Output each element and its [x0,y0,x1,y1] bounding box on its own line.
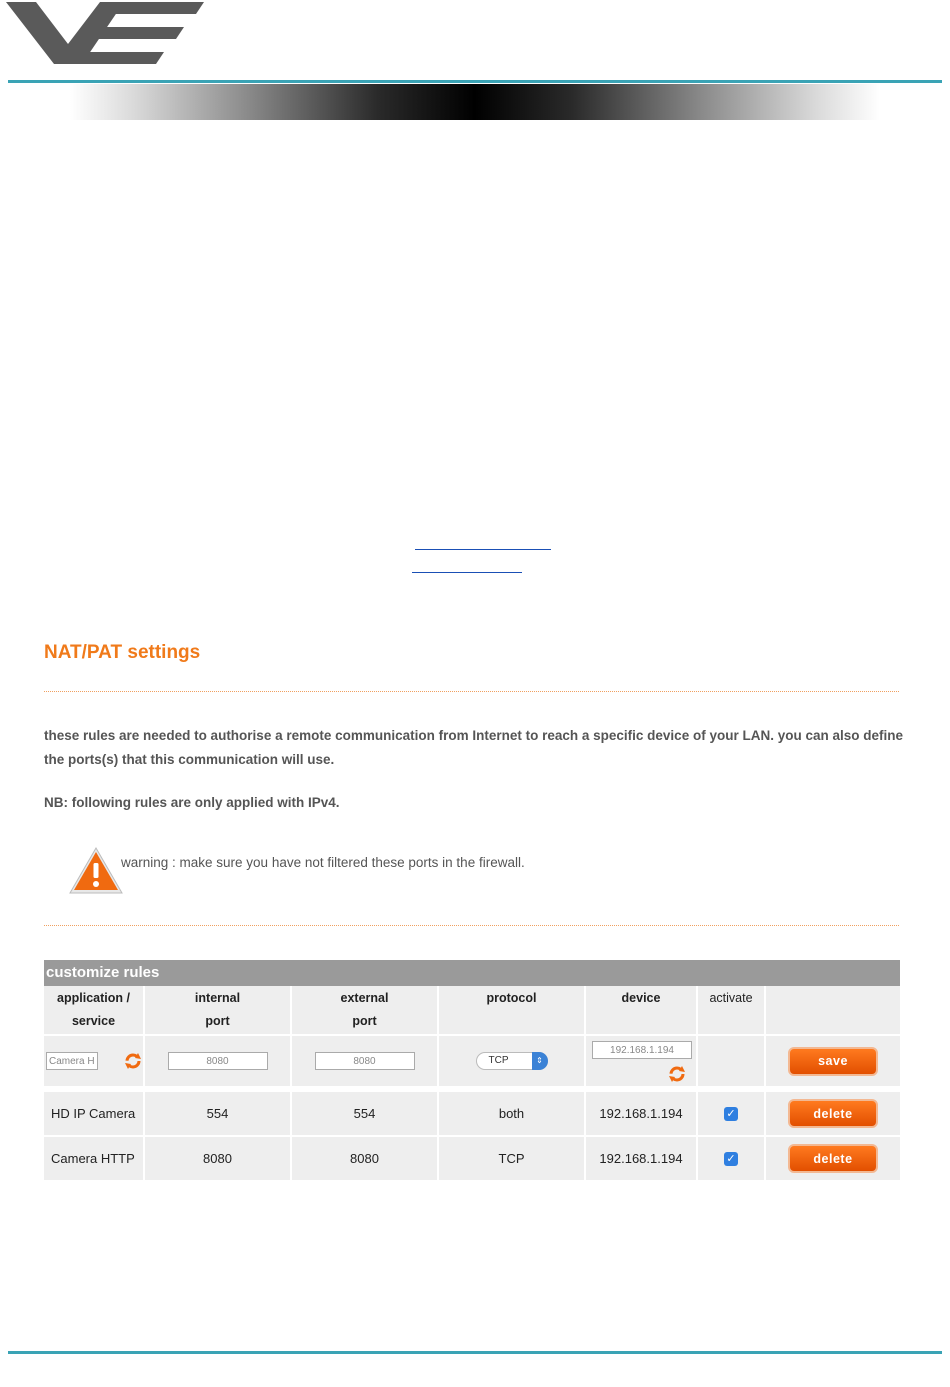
chevron-updown-icon: ⇕ [532,1052,548,1070]
col-header-external-port: external port [292,986,439,1034]
dotted-divider [44,691,899,692]
cell-application: HD IP Camera [44,1092,145,1135]
cell-application: Camera HTTP [44,1137,145,1180]
col-header-application: application / service [44,986,145,1034]
cell-internal-port: 554 [145,1092,292,1135]
save-button[interactable]: save [788,1047,878,1076]
new-rule-form-row [44,1036,900,1086]
col-header-activate: activate [698,986,766,1034]
ipv4-note: NB: following rules are only applied with IPv4. [44,795,340,810]
dotted-divider [44,925,899,926]
intro-text: these rules are needed to authorise a remote communication from Internet to reach a specific device of your LAN. you can also define the ports(s) that this communication will use. [44,728,903,767]
brand-logo [6,2,204,66]
customize-rules-table [44,960,900,1180]
application-input[interactable] [46,1052,98,1070]
page-title: NAT/PAT settings [44,642,201,663]
col-header-device: device [586,986,698,1034]
col-header-action [766,986,900,1034]
cell-protocol: both [439,1092,586,1135]
table-row [44,1137,900,1180]
link-underline-2[interactable] [412,572,522,573]
col-header-internal-port: internal port [145,986,292,1034]
cell-external-port: 8080 [292,1137,439,1180]
checkbox-checked-icon[interactable]: ✓ [724,1107,738,1121]
warning-triangle-icon [68,846,124,896]
external-port-input[interactable] [315,1052,415,1070]
table-title: customize rules [44,960,900,986]
refresh-icon[interactable] [124,1052,142,1070]
cell-device: 192.168.1.194 [586,1092,698,1135]
warning-text: warning : make sure you have not filtered these ports in the firewall. [121,855,525,870]
cell-device: 192.168.1.194 [586,1137,698,1180]
checkbox-checked-icon[interactable]: ✓ [724,1152,738,1166]
cell-protocol: TCP [439,1137,586,1180]
device-input[interactable] [592,1041,692,1059]
cell-internal-port: 8080 [145,1137,292,1180]
header-rule [8,80,942,83]
internal-port-input[interactable] [168,1052,268,1070]
link-underline-1[interactable] [415,549,551,550]
delete-button[interactable]: delete [788,1099,878,1128]
protocol-select[interactable]: TCP ⇕ [476,1052,548,1070]
col-header-protocol: protocol [439,986,586,1034]
header-banner [70,84,880,120]
refresh-icon[interactable] [668,1065,686,1083]
cell-external-port: 554 [292,1092,439,1135]
delete-button[interactable]: delete [788,1144,878,1173]
footer-rule [8,1351,942,1354]
table-row [44,1092,900,1135]
table-header-row [44,986,900,1034]
